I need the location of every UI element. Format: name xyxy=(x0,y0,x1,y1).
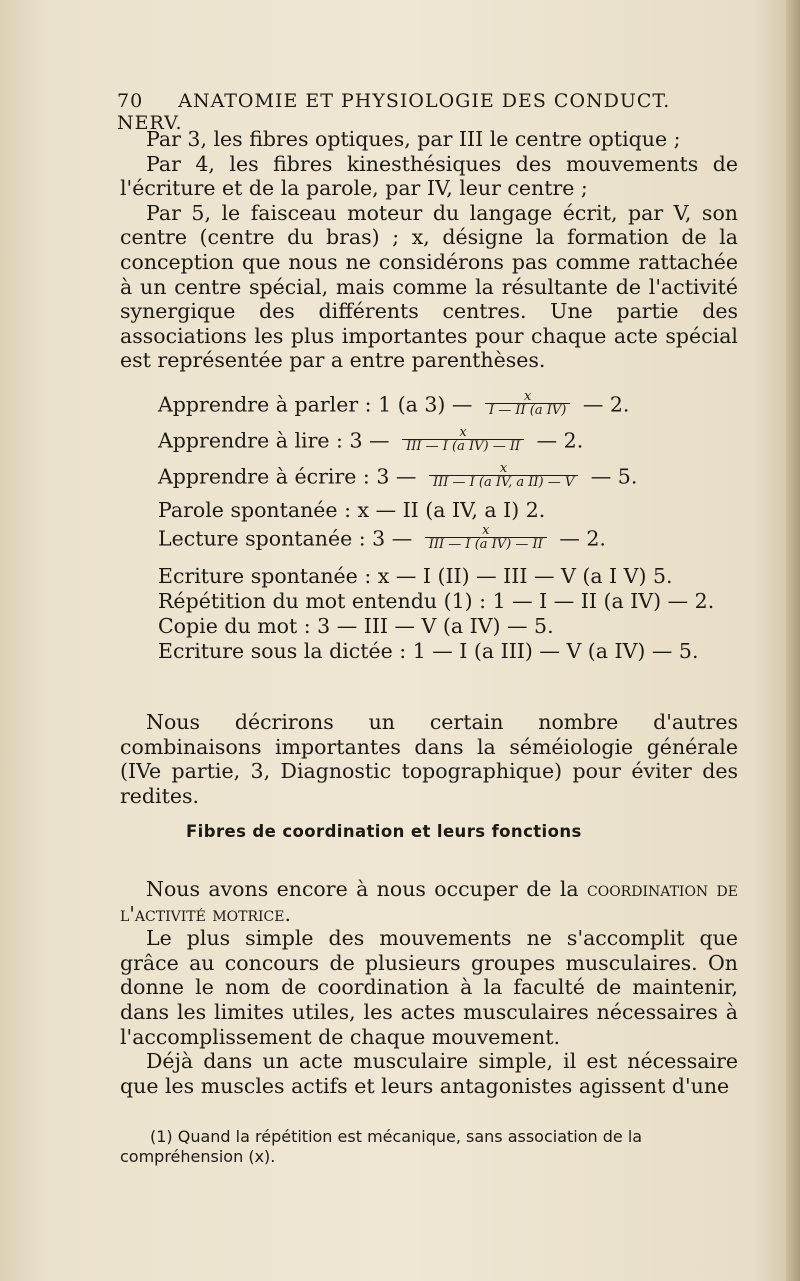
fraction: $\frac{x}{\text{III — I (a IV, a II) — V}}$ xyxy=(429,462,578,490)
coordination-paragraph-3: Déjà dans un acte musculaire simple, il est nécessaire que les muscles actifs et leurs antagonistes agissent d'une xyxy=(120,1049,738,1098)
fraction: $\frac{x}{\text{III — I (a IV) — II}}$ xyxy=(402,426,524,454)
page-number: 70 xyxy=(117,90,144,112)
coordination-paragraph-2: Le plus simple des mouvements ne s'accomplit que grâce au concours de plusieurs groupes musculaires. On donne le nom de coordination à la faculté de maintenir, dans les limites utiles, les actes musculaires nécessaires à l'accomplissement de chaque mouvement. xyxy=(120,926,738,1049)
formula-block xyxy=(158,389,748,664)
coordination-paragraph-1: Nous avons encore à nous occuper de la coordination de l'activité motrice. xyxy=(120,877,738,926)
formula-ecrire: Apprendre à écrire : 3 — $\frac{x}{\text{III — I (a IV, a II) — V}}$ — 5. xyxy=(158,461,638,490)
formula-copie: Copie du mot : 3 — III — V (a IV) — 5. xyxy=(158,614,554,638)
formula-dictee: Ecriture sous la dictée : 1 — I (a III) — V (a IV) — 5. xyxy=(158,639,699,663)
formula-lecture-spontanee: Lecture spontanée : 3 — $\frac{x}{\text{III — I (a IV) — II}}$ — 2. xyxy=(158,523,606,552)
formula-lire: Apprendre à lire : 3 — $\frac{x}{\text{III — I (a IV) — II}}$ — 2. xyxy=(158,425,584,454)
formula-ecriture-spontanee: Ecriture spontanée : x — I (II) — III — V (a I V) 5. xyxy=(158,564,673,588)
paragraph-combinaisons: Nous décrirons un certain nombre d'autres combinaisons importantes dans la séméiologie générale (IVe partie, 3, Diagnostic topographique) pour éviter des redites. xyxy=(120,710,738,808)
fraction: $\frac{x}{\text{I — II (a IV)}}$ xyxy=(485,390,570,418)
page-edge xyxy=(786,0,800,1281)
coordination-text xyxy=(120,877,738,1098)
formula-parole-spontanee: Parole spontanée : x — II (a IV, a I) 2. xyxy=(158,498,546,522)
intro-line-3: Par 5, le faisceau moteur du langage écrit, par V, son centre (centre du bras) ; x, désigne la formation de la conception que nous ne considérons pas comme rattachée à un centre spécial, mais comme la résultante de l'activité synergique des différents centres. Une partie des associations les plus importantes pour chaque acte spécial est représentée par a entre parenthèses. xyxy=(120,200,738,373)
formula-repetition: Répétition du mot entendu (1) : 1 — I — II (a IV) — 2. xyxy=(158,589,715,613)
running-title: ANATOMIE ET PHYSIOLOGIE DES CONDUCT. NERV. xyxy=(117,90,671,134)
fraction: $\frac{x}{\text{III — I (a IV) — II}}$ xyxy=(425,524,547,552)
formula-parler: Apprendre à parler : 1 (a 3) — $\frac{x}{\text{I — II (a IV)}}$ — 2. xyxy=(158,389,630,418)
intro-text xyxy=(120,127,738,373)
footnote: (1) Quand la répétition est mécanique, sans association de la compréhension (x). xyxy=(120,1127,643,1166)
intro-line-1: Par 3, les fibres optiques, par III le centre optique ; xyxy=(146,127,681,151)
section-title: Fibres de coordination et leurs fonctions xyxy=(186,822,582,841)
intro-line-2: Par 4, les fibres kinesthésiques des mouvements de l'écriture et de la parole, par IV, leur centre ; xyxy=(120,151,738,201)
